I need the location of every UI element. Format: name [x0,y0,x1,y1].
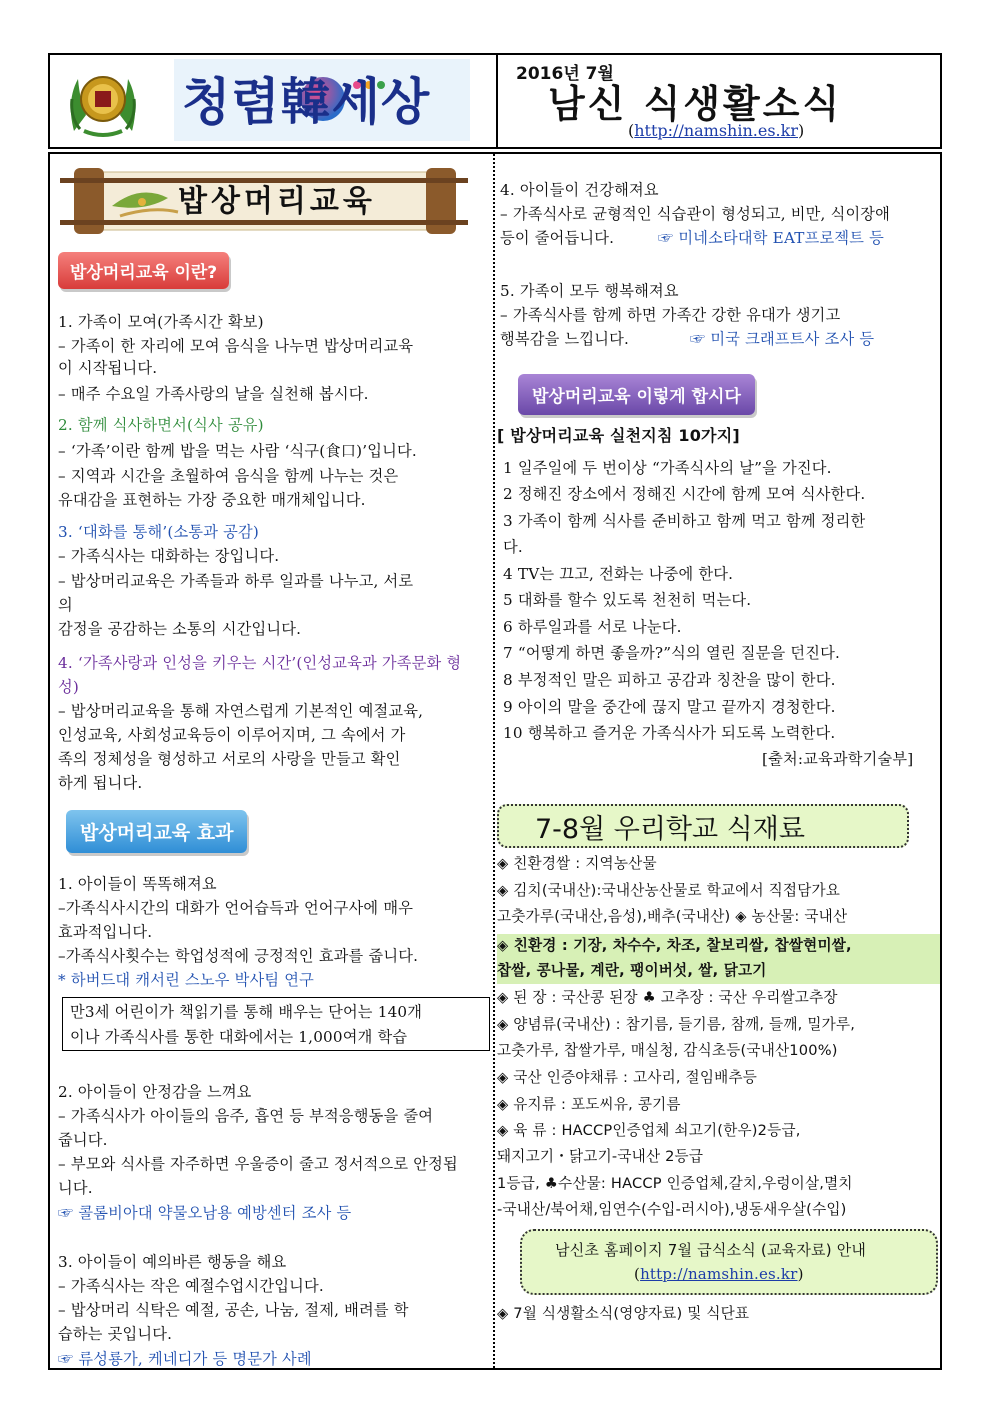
section-what-banner: 밥상머리교육 이란? [58,252,229,289]
logo-text: 청렴韓세상 [182,73,431,131]
notice-title: 남신초 홈페이지 7월 급식소식 (교육자료) 안내 [555,1241,867,1259]
guide-7: 7 “어떻게 하면 좋을까?”식의 열린 질문을 던진다. [503,644,841,662]
s3-line-5: 니다. [58,1179,93,1197]
guide-4: 4 TV는 끄고, 전화는 나중에 한다. [503,565,734,583]
food-2: ◈ 김치(국내산):국내산농산물로 학교에서 직접담가요 [497,882,841,899]
guide-9: 9 아이의 말을 중간에 끊지 말고 끝까지 경청한다. [503,698,836,716]
food-9: ◈ 국산 인증야채류 : 고사리, 절임배추등 [497,1069,758,1086]
header-url-line: (http://namshin.es.kr) [628,121,805,140]
s3-line-8: – 가족식사는 작은 예절수업시간입니다. [58,1277,324,1295]
s1-line-17: 인성교육, 사회성교육등이 이루어지며, 그 속에서 가 [58,726,406,744]
food-5: 찹쌀, 콩나물, 계란, 팽이버섯, 쌀, 닭고기 [497,962,767,979]
section-howto-banner: 밥상머리교육 이렇게 합시다 [518,374,755,415]
food-12: 돼지고기・닭고기-국내산 2등급 [497,1148,704,1165]
section-effect-banner: 밥상머리교육 효과 [66,810,247,853]
s1-line-12: 의 [58,596,73,614]
s1-line-11: – 밥상머리교육은 가족들과 하루 일과를 나누고, 서로 [58,572,414,590]
ingredients-title: 7-8월 우리학교 식재료 [535,814,805,845]
s1-line-5: 2. 함께 식사하면서(식사 공유) [58,416,264,434]
s2-line-2: –가족식사시간의 대화가 언어습득과 언어구사에 매우 [58,899,414,917]
s3-line-6: ☞ 콜롬비아대 약물오남용 예방센터 조사 등 [58,1204,352,1222]
s1-line-4: – 매주 수요일 가족사랑의 날을 실천해 봅시다. [58,385,369,403]
guide-3: 3 가족이 함께 식사를 준비하고 함께 먹고 함께 정리한 [503,512,866,530]
r1-line-4: ☞ 미네소타대학 EAT프로젝트 등 [658,229,885,247]
bottom-note: ◈ 7월 식생활소식(영양자료) 및 식단표 [497,1305,750,1322]
s1-line-18: 족의 정체성을 형성하고 서로의 사랑을 만들고 확인 [58,750,401,768]
s1-line-16: – 밥상머리교육을 통해 자연스럽게 기본적인 예절교육, [58,702,424,720]
r1-line-1: 4. 아이들이 건강해져요 [500,181,659,199]
guide-2: 2 정해진 장소에서 정해진 시간에 함께 모여 식사한다. [503,485,866,503]
s3-line-10: 습하는 곳입니다. [58,1325,173,1343]
s1-line-8: 유대감을 표현하는 가장 중요한 매개체입니다. [58,491,366,509]
s1-line-9: 3. ‘대화를 통해’(소통과 공감) [58,523,259,541]
r1-line-5: 5. 가족이 모두 행복해져요 [500,282,679,300]
issue-date: 2016년 7월 [516,64,614,84]
food-13: 1등급, ♣수산물: HACCP 인증업체,갈치,우렁이살,멸치 [497,1175,853,1192]
s1-line-15: 성) [58,678,79,696]
s3-line-1: 2. 아이들이 안정감을 느껴요 [58,1083,252,1101]
guide-5: 5 대화를 할수 있도록 천천히 먹는다. [503,591,752,609]
food-8: 고춧가루, 찹쌀가루, 매실청, 감식초등(국내산100%) [497,1042,838,1059]
s1-line-14: 4. ‘가족사랑과 인성을 키우는 시간’(인성교육과 가족문화 형 [58,654,462,672]
food-11: ◈ 육 류 : HACCP인증업체 쇠고기(한우)2등급, [497,1122,801,1139]
food-10: ◈ 유지류 : 포도씨유, 콩기름 [497,1096,681,1113]
s3-line-7: 3. 아이들이 예의바른 행동을 해요 [58,1253,287,1271]
guide-8: 8 부정적인 말은 피하고 공감과 칭찬을 많이 한다. [503,671,836,689]
quote-line-2: 이나 가족식사를 통한 대화에서는 1,000여개 학습 [70,1028,408,1046]
s2-line-1: 1. 아이들이 똑똑해져요 [58,875,217,893]
s1-line-7: – 지역과 시간을 초월하여 음식을 함께 나누는 것은 [58,467,399,485]
s2-line-4: –가족식사횟수는 학업성적에 긍정적인 효과를 줍니다. [58,947,419,965]
r1-line-2: – 가족식사로 균형적인 식습관이 형성되고, 비만, 식이장애 [500,205,891,223]
s1-line-2: – 가족이 한 자리에 모여 음식을 나누면 밥상머리교육 [58,337,414,355]
food-3: 고춧가루(국내산,음성),배추(국내산) ◈ 농산물: 국내산 [497,908,848,925]
guide-10: 10 행복하고 즐거운 가족식사가 되도록 노력한다. [503,724,836,742]
s3-line-3: 줍니다. [58,1131,108,1149]
food-1: ◈ 친환경쌀 : 지역농산물 [497,855,657,872]
quote-line-1: 만3세 어린이가 책읽기를 통해 배우는 단어는 140개 [70,1003,423,1021]
notice-url-line: (http://namshin.es.kr) [634,1265,804,1283]
school-emblem-icon [64,61,142,141]
guide-3b: 다. [503,538,523,556]
s3-line-4: – 부모와 식사를 자주하면 우울증이 줄고 정서적으로 안정됩 [58,1155,458,1173]
s1-line-19: 하게 됩니다. [58,774,143,792]
s1-line-1: 1. 가족이 모여(가족시간 확보) [58,313,264,331]
food-6: ◈ 된 장 : 국산콩 된장 ♣ 고추장 : 국산 우리쌀고추장 [497,989,838,1006]
guide-title: [ 밥상머리교육 실천지침 10가지] [497,426,740,445]
food-14: -국내산/북어채,임연수(수입-러시아),냉동새우살(수입) [497,1201,847,1218]
r1-line-6: – 가족식사를 함께 하면 가족간 강한 유대가 생기고 [500,306,841,324]
guide-1: 1 일주일에 두 번이상 “가족식사의 날”을 가진다. [503,459,832,477]
s1-line-10: – 가족식사는 대화하는 장입니다. [58,547,280,565]
food-4: ◈ 친환경 : 기장, 차수수, 차조, 찰보리쌀, 찹쌀현미쌀, [497,937,852,954]
s2-line-3: 효과적입니다. [58,923,153,941]
notice-homepage-link[interactable]: http://namshin.es.kr [640,1265,798,1283]
s1-line-13: 감정을 공감하는 소통의 시간입니다. [58,620,302,638]
guide-source: [출처:교육과학기술부] [762,750,914,768]
header-divider [496,55,498,149]
r1-line-8: ☞ 미국 크래프트사 조사 등 [690,330,875,348]
food-7: ◈ 양념류(국내산) : 참기름, 들기름, 참깨, 들깨, 밀가루, [497,1016,856,1033]
logo-text-wrap [182,66,466,138]
r1-line-7: 행복감을 느낍니다. [500,330,630,348]
s3-line-9: – 밥상머리 식탁은 예절, 공손, 나눔, 절제, 배려를 학 [58,1301,409,1319]
r1-line-3: 등이 줄어듭니다. [500,229,615,247]
s3-line-2: – 가족식사가 아이들의 음주, 흡연 등 부적응행동을 줄여 [58,1107,434,1125]
newsletter-title: 남신 식생활소식 [548,82,843,126]
homepage-link[interactable]: http://namshin.es.kr [634,121,798,140]
s1-line-3: 이 시작됩니다. [58,359,158,377]
table-manners-title: 밥상머리교육 [178,184,376,219]
column-divider [493,154,495,1368]
s3-line-11: ☞ 류성룡가, 케네디가 등 명문가 사례 [58,1350,312,1368]
s1-line-6: – ‘가족’이란 함께 밥을 먹는 사람 ‘식구(食口)’입니다. [58,442,417,460]
guide-6: 6 하루일과를 서로 나눈다. [503,618,682,636]
s2-line-5: * 하버드대 캐서린 스노우 박사팀 연구 [58,971,314,989]
